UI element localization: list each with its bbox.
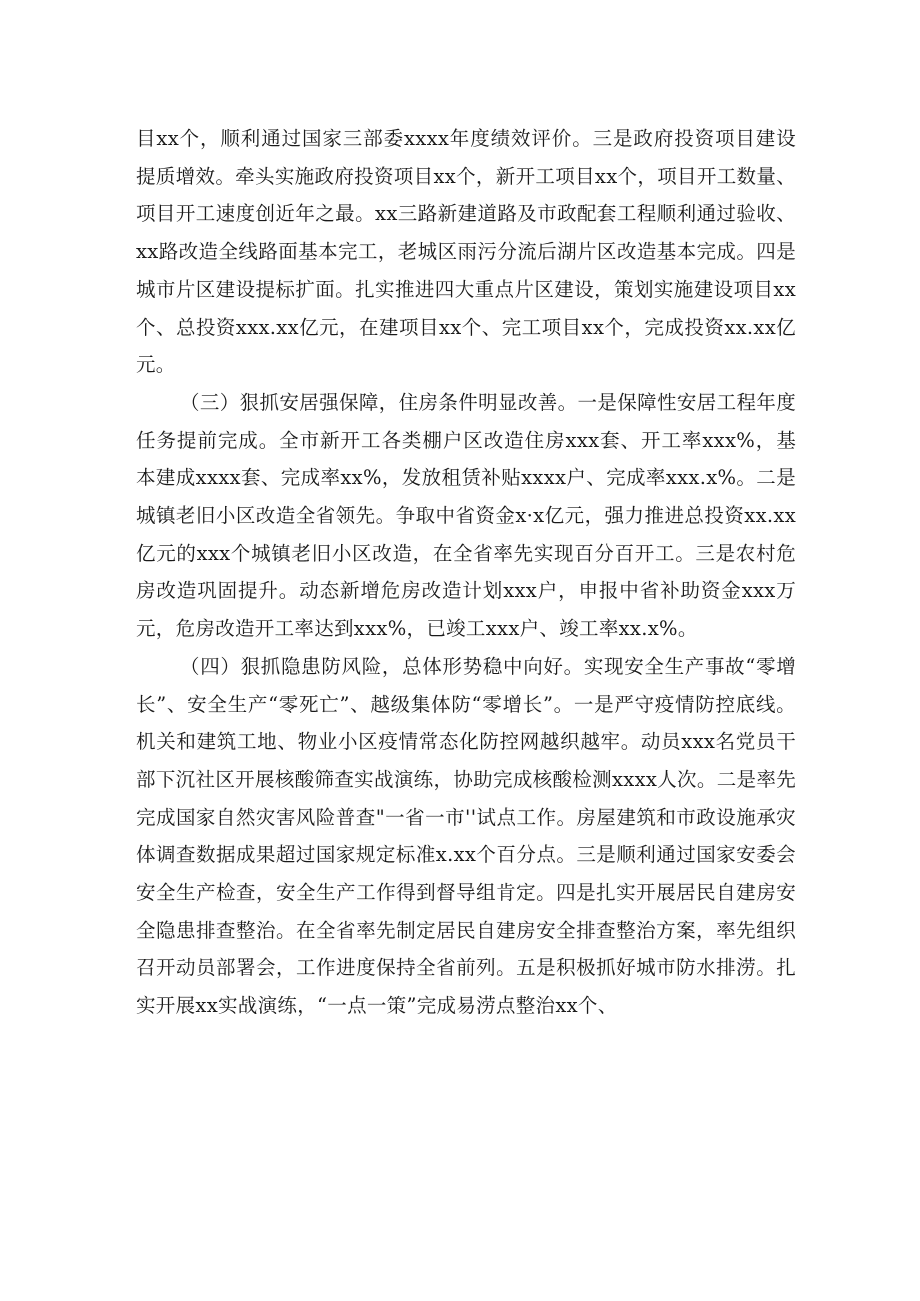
paragraph-continuation: 目xx个，顺利通过国家三部委xxxx年度绩效评价。三是政府投资项目建设提质增效。牵头实施政府投资项目xx个，新开工项目xx个，项目开工数量、项目开工速度创近年之最。xx三路新建道路及市政配套工程顺利通过验收、xx路改造全线路面基本完工，老城区雨污分流后湖片区改造基本完成。四是城市片区建设提标扩面。扎实推进四大重点片区建设，策划实施建设项目xx个、总投资xxx.xx亿元，在建项目xx个、完工项目xx个，完成投资xx.xx亿元。 [136, 127, 796, 377]
paragraph-section-3-housing: （三）狠抓安居强保障，住房条件明显改善。一是保障性安居工程年度任务提前完成。全市新开工各类棚户区改造住房xxx套、开工率xxx%，基本建成xxxx套、完成率xx%，发放租赁补贴xxxx户、完成率xxx.x%。二是城镇老旧小区改造全省领先。争取中省资金x·x亿元，强力推进总投资xx.xx亿元的xxx个城镇老旧小区改造，在全省率先实现百分百开工。三是农村危房改造巩固提升。动态新增危房改造计划xxx户，申报中省补助资金xxx万元，危房改造开工率达到xxx%，已竣工xxx户、竣工率xx.x%。 [136, 390, 796, 641]
paragraph-section-4-risk: （四）狠抓隐患防风险，总体形势稳中向好。实现安全生产事故“零增长”、安全生产“零死亡”、越级集体防“零增长”。一是严守疫情防控底线。机关和建筑工地、物业小区疫情常态化防控网越织越牢。动员xxx名党员干部下沉社区开展核酸筛查实战演练，协助完成核酸检测xxxx人次。二是率先完成国家自然灾害风险普查"一省一市''试点工作。房屋建筑和市政设施承灾体调查数据成果超过国家规定标准x.xx个百分点。三是顺利通过国家安委会安全生产检查，安全生产工作得到督导组肯定。四是扎实开展居民自建房安全隐患排查整治。在全省率先制定居民自建房安全排查整治方案，率先组织召开动员部署会，工作进度保持全省前列。五是积极抓好城市防水排涝。扎实开展xx实战演练，“一点一策”完成易涝点整治xx个、 [136, 654, 796, 1018]
document-body [136, 120, 796, 1025]
